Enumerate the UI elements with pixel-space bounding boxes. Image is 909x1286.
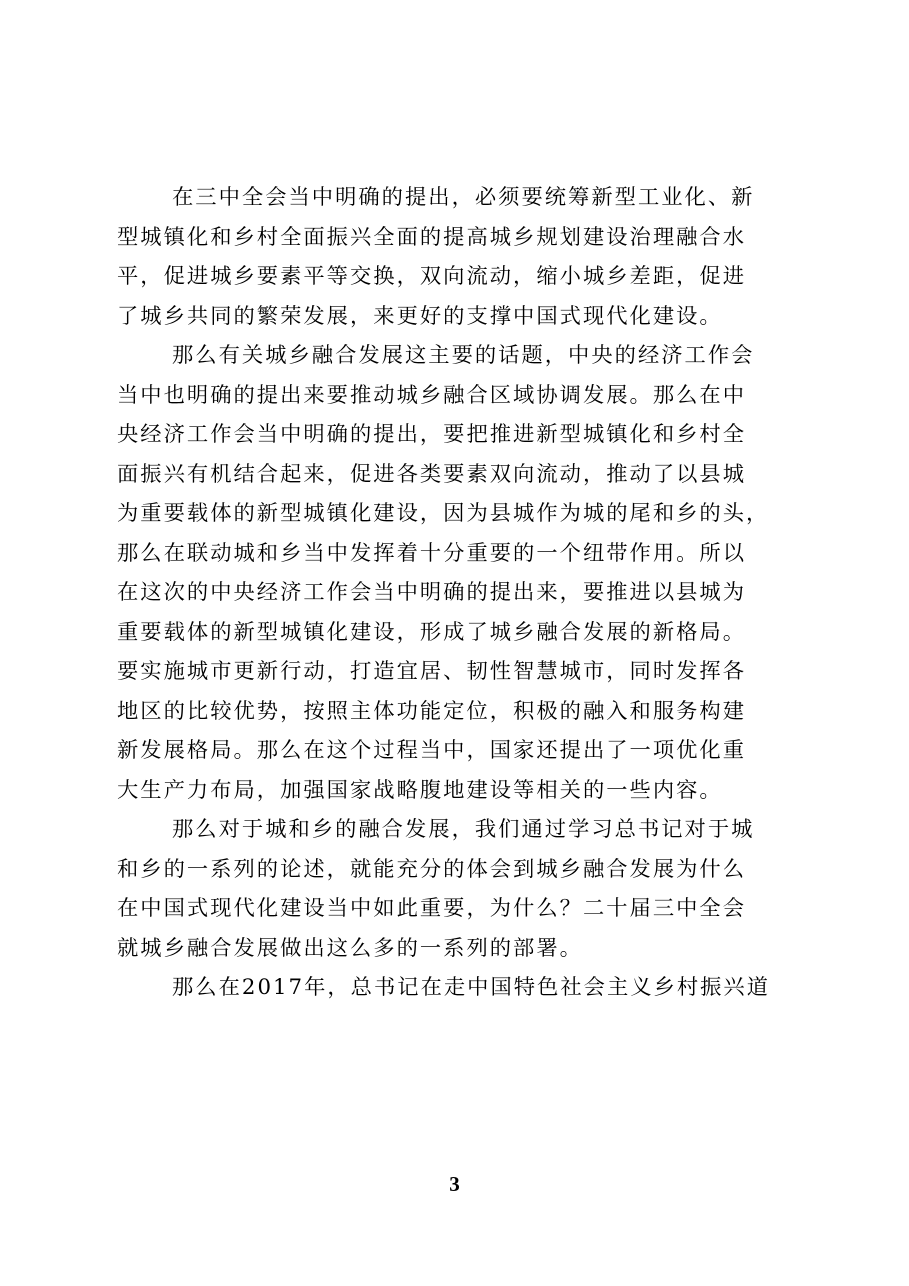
page-number: 3 xyxy=(449,1172,460,1196)
text-line: 要实施城市更新行动，打造宜居、韧性智慧城市，同时发挥各 xyxy=(117,659,747,684)
text-line: 重要载体的新型城镇化建设，形成了城乡融合发展的新格局。 xyxy=(117,619,747,645)
text-line: 那么在联动城和乡当中发挥着十分重要的一个纽带作用。所以 xyxy=(117,540,747,566)
text-line: 那么有关城乡融合发展这主要的话题，中央的经济工作会 xyxy=(172,343,755,368)
text-line: 为重要载体的新型城镇化建设，因为县城作为城的尾和乡的头， xyxy=(117,501,770,526)
paragraph-1 xyxy=(117,178,802,336)
text-line: 型城镇化和乡村全面振兴全面的提高城乡规划建设治理融合水 xyxy=(117,224,747,250)
text-line: 了城乡共同的繁荣发展，来更好的支撑中国式现代化建设。 xyxy=(117,303,723,329)
text-line: 就城乡融合发展做出这么多的一系列的部署。 xyxy=(117,935,583,961)
text-line: 面振兴有机结合起来，促进各类要素双向流动，推动了以县城 xyxy=(117,461,747,487)
text-line: 那么在2017年，总书记在走中国特色社会主义乡村振兴道 xyxy=(172,975,771,1000)
text-line: 在中国式现代化建设当中如此重要，为什么？二十届三中全会 xyxy=(117,896,747,921)
text-line: 在这次的中央经济工作会当中明确的提出来，要推进以县城为 xyxy=(117,580,747,605)
text-line: 大生产力布局，加强国家战略腹地建设等相关的一些内容。 xyxy=(117,777,723,803)
text-line: 和乡的一系列的论述，就能充分的体会到城乡融合发展为什么 xyxy=(117,856,747,882)
text-line: 当中也明确的提出来要推动城乡融合区域协调发展。那么在中 xyxy=(117,382,747,408)
body-text xyxy=(117,178,802,1008)
paragraph-4 xyxy=(172,968,802,1008)
text-line: 地区的比较优势，按照主体功能定位，积极的融入和服务构建 xyxy=(117,698,747,724)
text-line: 在三中全会当中明确的提出，必须要统筹新型工业化、新 xyxy=(172,185,755,210)
paragraph-2 xyxy=(117,336,802,810)
text-line: 新发展格局。那么在这个过程当中，国家还提出了一项优化重 xyxy=(117,738,747,763)
text-line: 央经济工作会当中明确的提出，要把推进新型城镇化和乡村全 xyxy=(117,422,747,447)
text-line: 那么对于城和乡的融合发展，我们通过学习总书记对于城 xyxy=(172,817,755,842)
text-line: 平，促进城乡要素平等交换，双向流动，缩小城乡差距，促进 xyxy=(117,264,747,289)
paragraph-3 xyxy=(117,810,802,968)
